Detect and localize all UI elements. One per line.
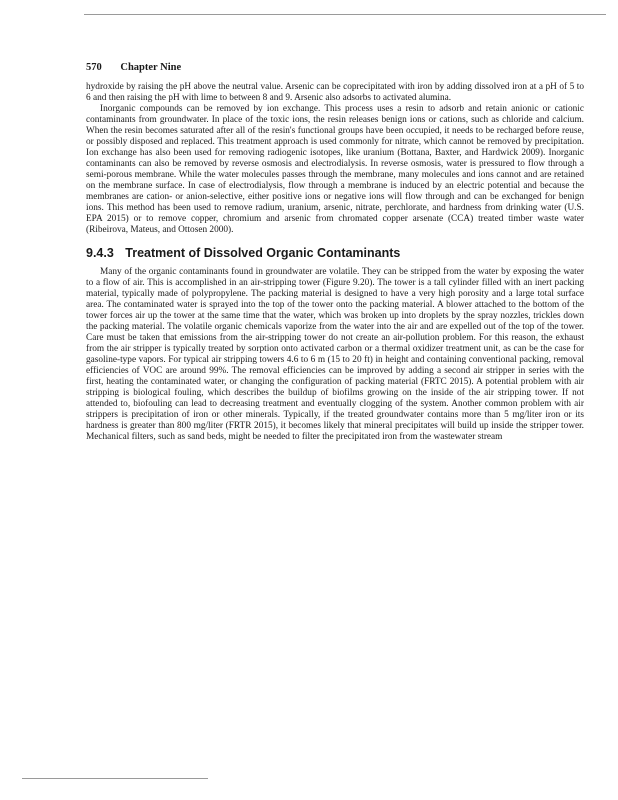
section-number: 9.4.3: [86, 246, 114, 260]
body-paragraph: hydroxide by raising the pH above the neutral value. Arsenic can be coprecipitated with iron by adding dissolved iron at a pH of 5 to 6 and then raising the pH with lime to between 8 and 9. Arsenic also adsorbs to activated alumina.: [86, 82, 584, 103]
header-rule: [84, 14, 606, 15]
running-header: [86, 62, 181, 73]
section-heading: [86, 248, 584, 259]
footer-rule: [22, 778, 208, 779]
body-paragraph: Many of the organic contaminants found in groundwater are volatile. They can be stripped from the water by exposing the water to a flow of air. This is accomplished in an air-stripping tower (Figure 9.20). The tower is a tall cylinder filled with an inert packing material, typically made of polypropylene. The packing material is designed to have a very high porosity and a large total surface area. The contaminated water is sprayed into the top of the tower onto the packing material. A blower attached to the bottom of the tower forces air up the tower at the same time that the water, which was broken up into droplets by the spray nozzles, trickles down the packing material. The volatile organic chemicals vaporize from the water into the air and are expelled out of the top of the tower. Care must be taken that emissions from the air-stripping tower do not create an air-pollution problem. For this reason, the exhaust from the air stripper is typically treated by sorption onto activated carbon or a thermal oxidizer treatment unit, as can be the case for gasoline-type vapors. For typical air stripping towers 4.6 to 6 m (15 to 20 ft) in height and containing conventional packing, removal efficiencies of VOC are around 99%. The removal efficiencies can be improved by adding a second air stripper in series with the first, heating the contaminated water, or changing the configuration of packing material (FRTC 2015). A potential problem with air stripping is biological fouling, which describes the buildup of biofilms growing on the inside of the air stripping tower. If not attended to, biofouling can lead to decreasing treatment and eventually clogging of the system. Another common problem with air strippers is precipitation of iron or other minerals. Typically, if the treated groundwater contains more than 5 mg/liter iron or its hardness is greater than 800 mg/liter (FRTR 2015), it becomes likely that mineral precipitates will build up inside the stripper tower. Mechanical filters, such as sand beds, might be needed to filter the precipitated iron from the wastewater stream: [86, 267, 584, 442]
page-body: [86, 82, 584, 443]
page-number: 570: [86, 62, 102, 73]
chapter-label: Chapter Nine: [120, 62, 182, 73]
body-paragraph: Inorganic compounds can be removed by ion exchange. This process uses a resin to adsorb and retain anionic or cationic contaminants from groundwater. In place of the toxic ions, the resin releases benign ions or cations, such as chloride and calcium. When the resin becomes saturated after all of the resin's functional groups have been occupied, it needs to be recharged before reuse, or possibly disposed and replaced. This treatment approach is used commonly for nitrate, which cannot be removed by precipitation. Ion exchange has also been used for removing radiogenic isotopes, like uranium (Bottana, Baxter, and Hardwick 2009). Inorganic contaminants can also be removed by reverse osmosis and electrodialysis. In reverse osmosis, water is pressured to flow through a semi-porous membrane. While the water molecules passes through the membrane, many molecules and ions cannot and are retained on the membrane surface. In case of electrodialysis, flow through a membrane is induced by an electric potential and because the membranes are cation- or anion-selective, either positive ions or negative ions will flow through and can be exchanged for benign ions. This method has been used to remove radium, uranium, arsenic, nitrate, perchlorate, and hardness from drinking water (U.S. EPA 2015) or to remove copper, chromium and arsenic from chromated copper arsenate (CCA) treated timber waste water (Ribeirova, Mateus, and Ottosen 2000).: [86, 104, 584, 235]
section-title: Treatment of Dissolved Organic Contaminants: [125, 246, 401, 260]
